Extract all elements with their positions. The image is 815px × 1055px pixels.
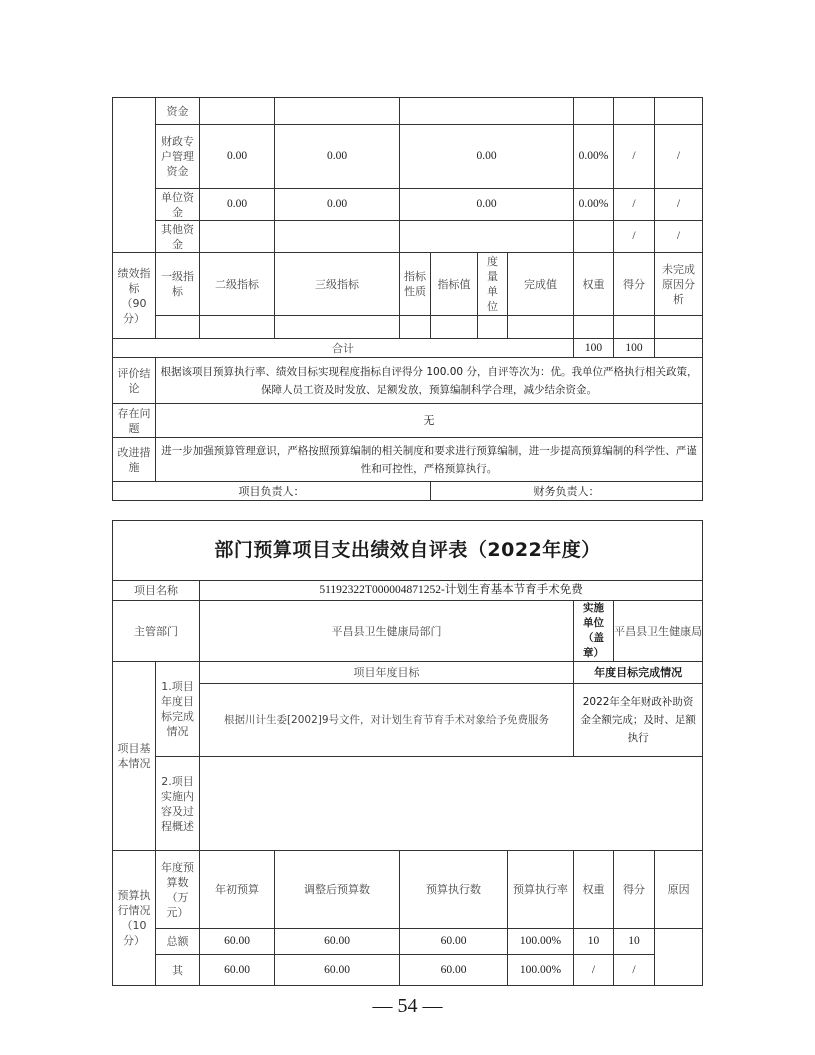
col-weight: 权重 — [574, 253, 614, 316]
improvement-label: 改进措施 — [113, 438, 156, 482]
evaluation-row — [113, 358, 703, 404]
budget-row — [113, 955, 703, 986]
weight: / — [614, 221, 655, 253]
page-number: — 54 — — [372, 995, 443, 1017]
weight: 10 — [574, 929, 614, 955]
weight: / — [574, 955, 614, 986]
executed-budget: 60.00 — [400, 955, 508, 986]
executed-budget: 60.00 — [400, 929, 508, 955]
total-weight: 100 — [574, 339, 614, 358]
issues-label: 存在问题 — [113, 404, 156, 438]
execution-rate: 100.00% — [508, 929, 574, 955]
fund-label: 单位资金 — [156, 189, 200, 221]
cell — [275, 316, 400, 339]
weight: / — [614, 125, 655, 189]
col-score: 得分 — [614, 253, 655, 316]
score: / — [655, 189, 703, 221]
adjusted-budget: 0.00 — [275, 189, 400, 221]
score — [655, 98, 703, 125]
goal-text: 根据川计生委[2002]9号文件，对计划生育节育手术对象给予免费服务 — [200, 684, 574, 757]
initial-budget: 0.00 — [200, 125, 275, 189]
annual-budget-label: 年度预算数（万元） — [156, 851, 200, 929]
reason — [655, 929, 703, 986]
col-completion: 完成值 — [508, 253, 574, 316]
performance-empty-row — [113, 316, 703, 339]
score: 10 — [614, 929, 655, 955]
completion-header: 年度目标完成情况 — [574, 662, 703, 684]
col-executed-budget: 预算执行数 — [400, 851, 508, 929]
fund-row — [113, 125, 703, 189]
total-score: 100 — [614, 339, 655, 358]
implementing-unit-label: 实施单位（盖章） — [574, 601, 614, 662]
finance-lead-signature: 财务负责人： — [431, 482, 703, 501]
cell — [400, 316, 431, 339]
adjusted-budget: 60.00 — [275, 955, 400, 986]
project-name-label: 项目名称 — [113, 581, 200, 601]
adjusted-budget — [275, 98, 400, 125]
col-adjusted-budget: 调整后预算数 — [275, 851, 400, 929]
col-weight: 权重 — [574, 851, 614, 929]
col-execution-rate: 预算执行率 — [508, 851, 574, 929]
cell — [508, 316, 574, 339]
initial-budget — [200, 221, 275, 253]
improvement-row — [113, 438, 703, 482]
performance-section-label: 绩效指标（90分） — [113, 253, 156, 339]
fund-label: 财政专户管理资金 — [156, 125, 200, 189]
col-level2: 二级指标 — [200, 253, 275, 316]
self-evaluation-table — [112, 520, 703, 986]
weight — [614, 98, 655, 125]
budget-header-row — [113, 851, 703, 929]
score: / — [614, 955, 655, 986]
col-unit: 度量单位 — [478, 253, 508, 316]
process-label: 2.项目实施内容及过程概述 — [156, 757, 200, 851]
budget-row — [113, 929, 703, 955]
department-value: 平昌县卫生健康局部门 — [200, 601, 574, 662]
execution-rate — [574, 221, 614, 253]
fund-row — [113, 221, 703, 253]
performance-continuation-table — [112, 97, 703, 501]
budget-row-label: 其 — [156, 955, 200, 986]
col-reason: 未完成原因分析 — [655, 253, 703, 316]
improvement-text: 进一步加强预算管理意识，严格按照预算编制的相关制度和要求进行预算编制，进一步提高预算编制的科学性、严谨性和可控性，严格预算执行。 — [156, 438, 703, 482]
cell — [655, 316, 703, 339]
process-row — [113, 757, 703, 851]
initial-budget: 0.00 — [200, 189, 275, 221]
initial-budget: 60.00 — [200, 929, 275, 955]
project-name-value: 51192322T000004871252-计划生育基本节育手术免费 — [200, 581, 703, 601]
score: / — [655, 125, 703, 189]
score: / — [655, 221, 703, 253]
cell — [478, 316, 508, 339]
issues-text: 无 — [156, 404, 703, 438]
implementing-unit-value: 平昌县卫生健康局 — [614, 601, 703, 662]
signature-row — [113, 482, 703, 501]
cell — [574, 316, 614, 339]
execution-rate — [574, 98, 614, 125]
col-level1: 一级指标 — [156, 253, 200, 316]
evaluation-text: 根据该项目预算执行率、绩效目标实现程度指标自评得分 100.00 分，自评等次为：优。我单位严格执行相关政策，保障人员工资及时发放、足额发放，预算编制科学合理，减少结余资金。 — [156, 358, 703, 404]
fund-label: 资金 — [156, 98, 200, 125]
cell — [655, 339, 703, 358]
executed-budget — [400, 221, 574, 253]
project-name-row — [113, 581, 703, 601]
col-nature: 指标性质 — [400, 253, 431, 316]
goal-header: 项目年度目标 — [200, 662, 574, 684]
goal-completion-label: 1.项目年度目标完成情况 — [156, 662, 200, 757]
fund-row — [113, 98, 703, 125]
issues-row — [113, 404, 703, 438]
performance-header-row — [113, 253, 703, 316]
form-title: 部门预算项目支出绩效自评表（2022年度） — [113, 521, 703, 581]
cell — [156, 316, 200, 339]
execution-rate: 100.00% — [508, 955, 574, 986]
cell — [431, 316, 478, 339]
fund-row — [113, 189, 703, 221]
evaluation-label: 评价结论 — [113, 358, 156, 404]
title-row — [113, 521, 703, 581]
execution-rate: 0.00% — [574, 189, 614, 221]
adjusted-budget: 60.00 — [275, 929, 400, 955]
adjusted-budget: 0.00 — [275, 125, 400, 189]
goal-header-row — [113, 662, 703, 684]
weight: / — [614, 189, 655, 221]
cell — [200, 316, 275, 339]
fund-section-cell — [113, 98, 156, 253]
department-label: 主管部门 — [113, 601, 200, 662]
goal-content-row — [113, 684, 703, 757]
initial-budget — [200, 98, 275, 125]
completion-text: 2022年全年财政补助资金全额完成；及时、足额执行 — [574, 684, 703, 757]
executed-budget: 0.00 — [400, 125, 574, 189]
col-level3: 三级指标 — [275, 253, 400, 316]
col-reason: 原因 — [655, 851, 703, 929]
total-label: 合计 — [113, 339, 574, 358]
adjusted-budget — [275, 221, 400, 253]
department-row — [113, 601, 703, 662]
budget-section-label: 预算执行情况（10分） — [113, 851, 156, 986]
process-text — [200, 757, 703, 851]
total-row — [113, 339, 703, 358]
cell — [614, 316, 655, 339]
col-index-value: 指标值 — [431, 253, 478, 316]
initial-budget: 60.00 — [200, 955, 275, 986]
executed-budget — [400, 98, 574, 125]
fund-label: 其他资金 — [156, 221, 200, 253]
execution-rate: 0.00% — [574, 125, 614, 189]
basic-info-label: 项目基本情况 — [113, 662, 156, 851]
budget-row-label: 总额 — [156, 929, 200, 955]
col-initial-budget: 年初预算 — [200, 851, 275, 929]
col-score: 得分 — [614, 851, 655, 929]
executed-budget: 0.00 — [400, 189, 574, 221]
project-lead-signature: 项目负责人： — [113, 482, 431, 501]
